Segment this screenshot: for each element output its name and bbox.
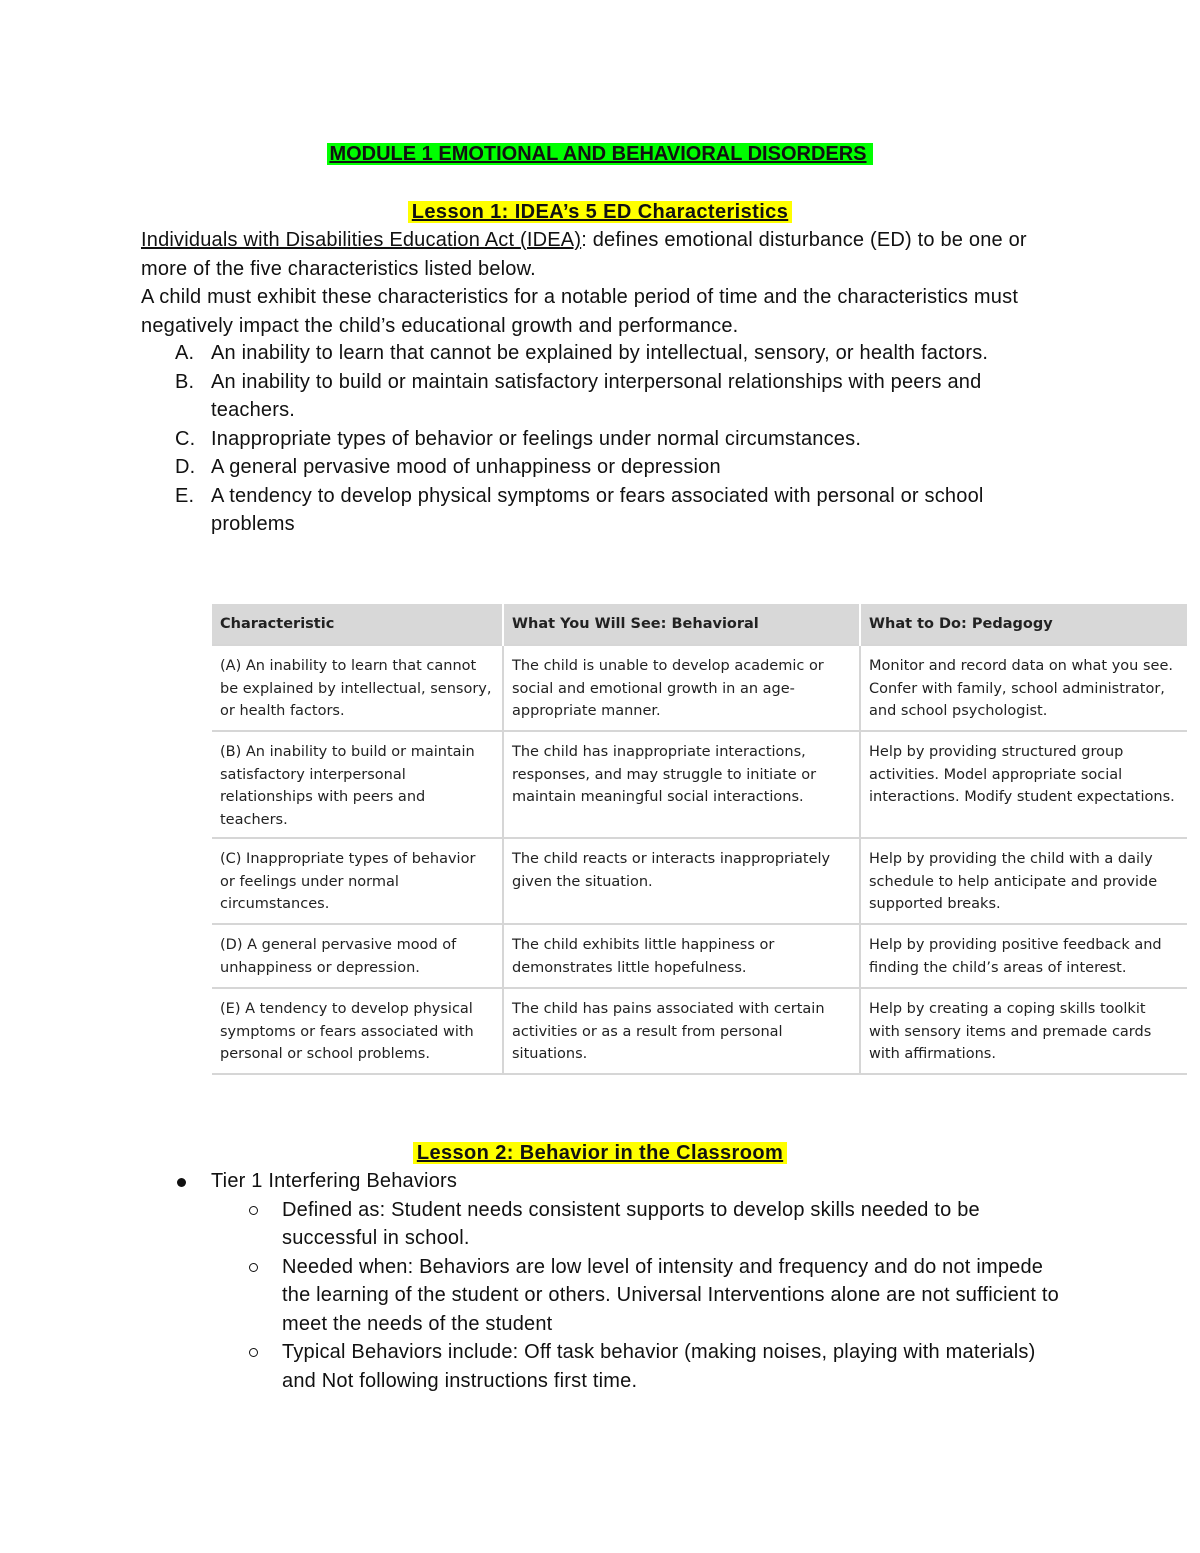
- tier-sub-list: [211, 1196, 1061, 1396]
- list-item: [141, 425, 1061, 454]
- lesson1-heading-text: Lesson 1: IDEA’s 5 ED Characteristics: [408, 201, 792, 223]
- table-row: [212, 988, 1187, 1074]
- characteristics-list: [141, 339, 1061, 539]
- sub-item-text: Typical Behaviors include: Off task behavior (making noises, playing with materials) and Not following instructions first time.: [282, 1341, 1036, 1392]
- list-item: [141, 339, 1061, 368]
- bullet-circle-icon: [249, 1206, 258, 1215]
- table-cell: Help by providing positive feedback and finding the child’s areas of interest.: [860, 924, 1187, 988]
- table-cell: (B) An inability to build or maintain satisfactory interpersonal relationships with peers and teachers.: [212, 731, 503, 838]
- table-cell: The child reacts or interacts inappropriately given the situation.: [503, 838, 860, 924]
- list-item-text: A tendency to develop physical symptoms or fears associated with personal or school problems: [211, 484, 984, 535]
- list-item: [211, 1338, 1061, 1395]
- table-cell: (D) A general pervasive mood of unhappiness or depression.: [212, 924, 503, 988]
- table-header-row: [212, 604, 1187, 645]
- table-cell: Help by providing structured group activities. Model appropriate social interactions. Modify student expectations.: [860, 731, 1187, 838]
- list-marker: A.: [175, 342, 195, 364]
- table-cell: The child is unable to develop academic or social and emotional growth in an age-appropriate manner.: [503, 645, 860, 731]
- list-item-text: Inappropriate types of behavior or feelings under normal circumstances.: [211, 427, 862, 450]
- table-row: [212, 645, 1187, 731]
- list-item: [211, 1253, 1061, 1339]
- lesson1-intro: [141, 226, 1061, 340]
- bullet-dot-icon: [177, 1178, 186, 1187]
- table-cell: (A) An inability to learn that cannot be explained by intellectual, sensory, or health factors.: [212, 645, 503, 731]
- module-title-text: MODULE 1 EMOTIONAL AND BEHAVIORAL DISORDERS: [327, 143, 872, 165]
- list-marker: D.: [175, 456, 196, 478]
- column-header-characteristic: Characteristic: [212, 604, 503, 645]
- table-row: [212, 924, 1187, 988]
- module-title: [0, 141, 1200, 167]
- table-cell: (E) A tendency to develop physical symptoms or fears associated with personal or school problems.: [212, 988, 503, 1074]
- list-item: [141, 482, 1061, 539]
- table-row: [212, 731, 1187, 838]
- idea-definition: : defines emotional disturbance (ED) to be one or more of the five characteristics listed below.: [141, 229, 1027, 280]
- table-cell: The child exhibits little happiness or demonstrates little hopefulness.: [503, 924, 860, 988]
- table-cell: (C) Inappropriate types of behavior or feelings under normal circumstances.: [212, 838, 503, 924]
- list-marker: C.: [175, 427, 196, 450]
- characteristics-table-wrap: [212, 604, 1187, 1075]
- bullet-circle-icon: [249, 1348, 258, 1357]
- list-item-text: An inability to build or maintain satisfactory interpersonal relationships with peers and teachers.: [211, 370, 982, 421]
- list-item: [211, 1196, 1061, 1253]
- lesson1-heading: [0, 199, 1200, 225]
- table-cell: The child has inappropriate interactions, responses, and may struggle to initiate or maintain meaningful social interactions.: [503, 731, 860, 838]
- idea-term: Individuals with Disabilities Education Act (IDEA): [141, 229, 582, 251]
- list-item-text: An inability to learn that cannot be explained by intellectual, sensory, or health factors.: [211, 342, 989, 364]
- table-row: [212, 838, 1187, 924]
- characteristics-table: [212, 604, 1187, 1075]
- table-cell: Help by providing the child with a daily schedule to help anticipate and provide supported breaks.: [860, 838, 1187, 924]
- tier-list: [141, 1167, 1061, 1395]
- column-header-behavioral: What You Will See: Behavioral: [503, 604, 860, 645]
- intro-paragraph-1: [141, 226, 1061, 283]
- intro-paragraph-2: A child must exhibit these characteristics for a notable period of time and the characteristics must negatively impact the child’s educational growth and performance.: [141, 286, 1019, 337]
- list-item: [141, 1167, 1061, 1395]
- table-cell: Monitor and record data on what you see. Confer with family, school administrator, and school psychologist.: [860, 645, 1187, 731]
- list-marker: B.: [175, 370, 195, 393]
- tier-label: Tier 1 Interfering Behaviors: [211, 1170, 458, 1192]
- list-item: [141, 368, 1061, 425]
- lesson2-heading: [0, 1140, 1200, 1166]
- list-marker: E.: [175, 484, 195, 507]
- column-header-pedagogy: What to Do: Pedagogy: [860, 604, 1187, 645]
- table-cell: The child has pains associated with certain activities or as a result from personal situations.: [503, 988, 860, 1074]
- table-cell: Help by creating a coping skills toolkit with sensory items and premade cards with affirmations.: [860, 988, 1187, 1074]
- lesson2-heading-text: Lesson 2: Behavior in the Classroom: [413, 1142, 787, 1164]
- sub-item-text: Defined as: Student needs consistent supports to develop skills needed to be successful in school.: [282, 1198, 980, 1249]
- sub-item-text: Needed when: Behaviors are low level of intensity and frequency and do not impede the learning of the student or others. Universal Interventions alone are not sufficient to meet the needs of the student: [282, 1255, 1059, 1335]
- list-item-text: A general pervasive mood of unhappiness or depression: [211, 456, 721, 478]
- bullet-circle-icon: [249, 1263, 258, 1272]
- list-item: [141, 453, 1061, 482]
